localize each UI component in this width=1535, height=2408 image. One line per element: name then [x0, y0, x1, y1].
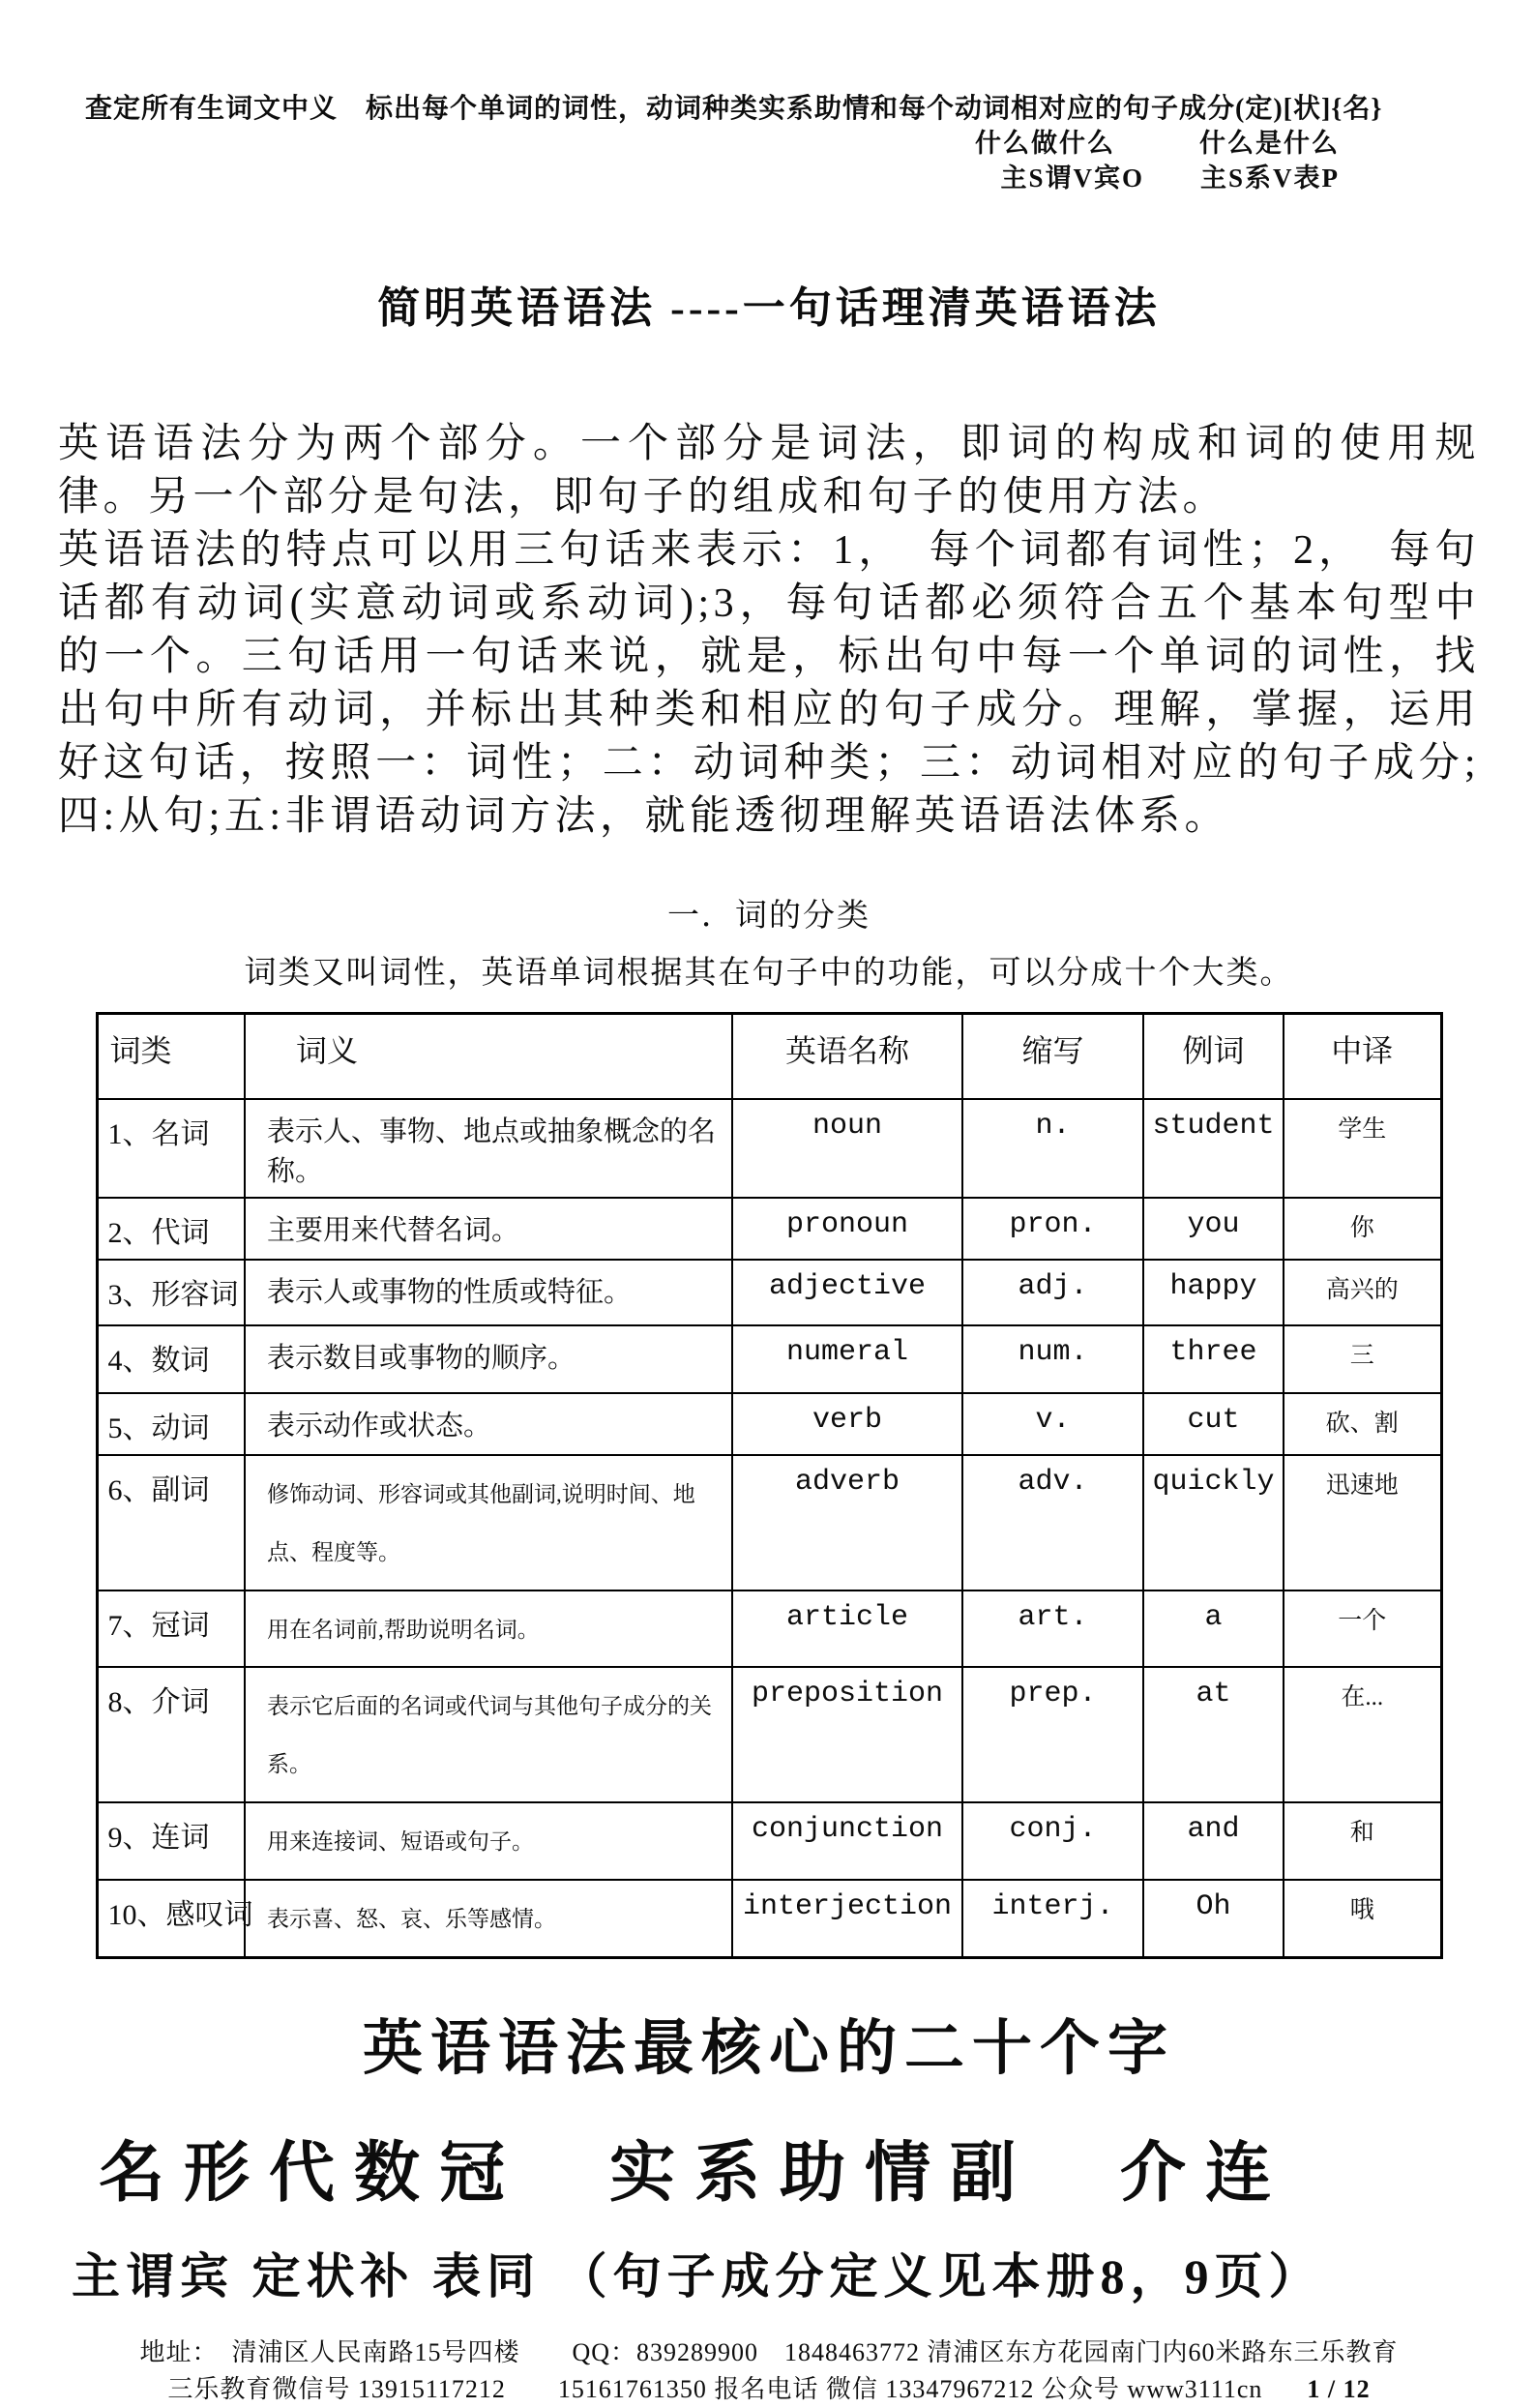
- table-cell: adjective: [732, 1260, 962, 1325]
- header-note: [58, 87, 1480, 195]
- paragraph: 英语语法分为两个部分。一个部分是词法，即词的构成和词的使用规律。另一个部分是句法，即句子的组成和句子的使用方法。: [58, 422, 1480, 520]
- table-cell: 8、介词: [97, 1667, 245, 1802]
- table-row: [97, 1393, 1441, 1455]
- section-subtitle: 词类又叫词性，英语单词根据其在句子中的功能，可以分成十个大类。: [244, 956, 1294, 991]
- table-cell: interjection: [732, 1880, 962, 1957]
- table-cell: 迅速地: [1284, 1455, 1441, 1590]
- core-names-line: 名形代数冠 实系助情副 介连: [99, 2135, 1291, 2210]
- table-cell: 学生: [1284, 1099, 1441, 1198]
- table-cell: at: [1143, 1667, 1284, 1802]
- table-cell: 修饰动词、形容词或其他副词,说明时间、地点、程度等。: [245, 1455, 732, 1590]
- table-row: [97, 1590, 1441, 1668]
- table-cell: 主要用来代替名词。: [245, 1198, 732, 1260]
- table-header-cell: 中译: [1284, 1014, 1441, 1100]
- table-cell: pronoun: [732, 1198, 962, 1260]
- table-header-cell: 缩写: [962, 1014, 1143, 1100]
- table-cell: and: [1143, 1802, 1284, 1880]
- table-cell: 表示人或事物的性质或特征。: [245, 1260, 732, 1325]
- footer-line-1: 地址： 清浦区人民南路15号四楼 QQ：839289900 1848463772 清浦区东方花园南门内60米路东三乐教育: [139, 2337, 1399, 2366]
- table-row: [97, 1325, 1441, 1393]
- table-cell: 三: [1284, 1325, 1441, 1393]
- table-cell: article: [732, 1590, 962, 1668]
- table-cell: adverb: [732, 1455, 962, 1590]
- note-line-3: 主S谓V宾O 主S系V表P: [1000, 164, 1340, 193]
- document-title: 简明英语语法 ----一句话理清英语语法: [377, 284, 1161, 332]
- table-cell: 用在名词前,帮助说明名词。: [245, 1590, 732, 1668]
- table-cell: 砍、割: [1284, 1393, 1441, 1455]
- table-cell: art.: [962, 1590, 1143, 1668]
- intro-paragraphs: [58, 418, 1480, 844]
- table-cell: 表示喜、怒、哀、乐等感情。: [245, 1880, 732, 1957]
- table-cell: 2、代词: [97, 1198, 245, 1260]
- table-cell: numeral: [732, 1325, 962, 1393]
- table-row: [97, 1880, 1441, 1957]
- table-cell: adj.: [962, 1260, 1143, 1325]
- table-cell: 7、冠词: [97, 1590, 245, 1668]
- table-cell: num.: [962, 1325, 1143, 1393]
- table-cell: 表示它后面的名词或代词与其他句子成分的关系。: [245, 1667, 732, 1802]
- table-cell: 1、名词: [97, 1099, 245, 1198]
- table-cell: student: [1143, 1099, 1284, 1198]
- footer-contact-text: 三乐教育微信号 13915117212 15161761350 报名电话 微信 13347967212 公众号 www3111cn: [167, 2374, 1263, 2403]
- table-cell: 表示人、事物、地点或抽象概念的名称。: [245, 1099, 732, 1198]
- table-cell: conj.: [962, 1802, 1143, 1880]
- table-cell: 10、感叹词: [97, 1880, 245, 1957]
- table-cell: happy: [1143, 1260, 1284, 1325]
- table-cell: conjunction: [732, 1802, 962, 1880]
- table-header-cell: 词类: [97, 1014, 245, 1100]
- table-cell: 6、副词: [97, 1455, 245, 1590]
- table-cell: noun: [732, 1099, 962, 1198]
- pos-table-body: [97, 1099, 1441, 1957]
- table-cell: 4、数词: [97, 1325, 245, 1393]
- table-row: [97, 1198, 1441, 1260]
- table-cell: adv.: [962, 1455, 1143, 1590]
- table-cell: verb: [732, 1393, 962, 1455]
- footer-line-2: [58, 2371, 1480, 2408]
- table-cell: 3、形容词: [97, 1260, 245, 1325]
- table-cell: prep.: [962, 1667, 1143, 1802]
- table-cell: 和: [1284, 1802, 1441, 1880]
- table-row: [97, 1802, 1441, 1880]
- table-row: [97, 1099, 1441, 1198]
- table-cell: cut: [1143, 1393, 1284, 1455]
- pos-table: [96, 1012, 1443, 1959]
- page-footer: [58, 2334, 1480, 2408]
- note-line-1: 查定所有生词文中义 标出每个单词的词性，动词种类实系助情和每个动词相对应的句子成分(定)[状]{名}: [85, 94, 1383, 124]
- table-row: [97, 1260, 1441, 1325]
- table-cell: quickly: [1143, 1455, 1284, 1590]
- paragraph: 英语语法的特点可以用三句话来表示：1， 每个词都有词性；2， 每句话都有动词(实意动词或系动词);3，每句话都必须符合五个基本句型中的一个。三句话用一句话来说，就是，标出句中每一个单词的词性，找出句中所有动词，并标出其种类和相应的句子成分。理解，掌握，运用好这句话，按照一：词性；二：动词种类；三：动词相对应的句子成分;四:从句;五:非谓语动词方法，就能透彻理解英语语法体系。: [58, 528, 1480, 839]
- core-components-line: 主谓宾 定状补 表同 （句子成分定义见本册8，9页）: [72, 2248, 1323, 2304]
- page-number: 1 / 12: [1307, 2374, 1371, 2403]
- table-cell: 你: [1284, 1198, 1441, 1260]
- table-cell: three: [1143, 1325, 1284, 1393]
- table-header-cell: 英语名称: [732, 1014, 962, 1100]
- table-cell: Oh: [1143, 1880, 1284, 1957]
- table-cell: 用来连接词、短语或句子。: [245, 1802, 732, 1880]
- note-line-2: 什么做什么 什么是什么: [975, 129, 1340, 158]
- table-cell: 在...: [1284, 1667, 1441, 1802]
- table-cell: you: [1143, 1198, 1284, 1260]
- table-cell: 一个: [1284, 1590, 1441, 1668]
- section-heading: 一．词的分类: [667, 899, 871, 934]
- table-cell: 哦: [1284, 1880, 1441, 1957]
- table-row: [97, 1455, 1441, 1590]
- table-cell: a: [1143, 1590, 1284, 1668]
- table-cell: preposition: [732, 1667, 962, 1802]
- table-cell: interj.: [962, 1880, 1143, 1957]
- table-cell: 高兴的: [1284, 1260, 1441, 1325]
- table-cell: pron.: [962, 1198, 1143, 1260]
- table-cell: 5、动词: [97, 1393, 245, 1455]
- table-header-row: [97, 1014, 1441, 1100]
- table-cell: n.: [962, 1099, 1143, 1198]
- table-row: [97, 1667, 1441, 1802]
- table-cell: 9、连词: [97, 1802, 245, 1880]
- table-cell: 表示动作或状态。: [245, 1393, 732, 1455]
- table-header-cell: 词义: [245, 1014, 732, 1100]
- table-header-cell: 例词: [1143, 1014, 1284, 1100]
- table-cell: v.: [962, 1393, 1143, 1455]
- core-heading: 英语语法最核心的二十个字: [362, 2015, 1175, 2082]
- table-cell: 表示数目或事物的顺序。: [245, 1325, 732, 1393]
